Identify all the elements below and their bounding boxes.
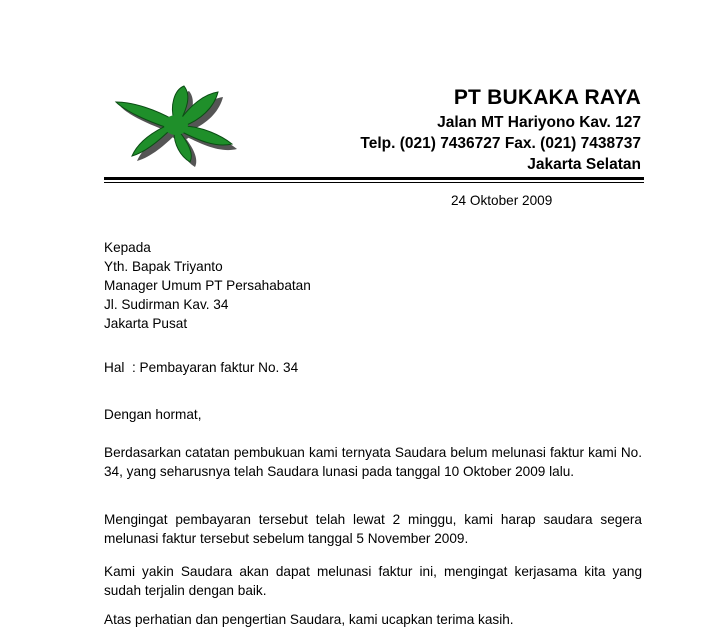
company-city: Jakarta Selatan [527, 156, 641, 173]
green-leaf-star-icon [112, 80, 256, 168]
recipient-block [104, 238, 642, 333]
letter-date: 24 Oktober 2009 [451, 193, 553, 208]
body-paragraph: Mengingat pembayaran tersebut telah lewat 2 minggu, kami harap saudara segera melunasi faktur tersebut sebelum tanggal 5 November 2009. [104, 512, 642, 546]
company-address: Jalan MT Hariyono Kav. 127 [437, 114, 641, 131]
recipient-city: Jakarta Pusat [104, 316, 188, 331]
recipient-street: Jl. Sudirman Kav. 34 [104, 297, 229, 312]
letter-greeting: Dengan hormat, [104, 407, 202, 422]
letter-subject: Hal : Pembayaran faktur No. 34 [104, 360, 299, 375]
company-phone-fax: Telp. (021) 7436727 Fax. (021) 7438737 [360, 135, 641, 152]
closing-paragraph: Atas perhatian dan pengertian Saudara, kami ucapkan terima kasih. [104, 612, 514, 627]
recipient-position: Manager Umum PT Persahabatan [104, 278, 311, 293]
body-paragraph: Berdasarkan catatan pembukuan kami ternyata Saudara belum melunasi faktur kami No. 34, yang seharusnya telah Saudara lunasi pada tanggal 10 Oktober 2009 lalu. [104, 445, 642, 479]
header-divider-thin [104, 182, 644, 183]
recipient-name: Yth. Bapak Triyanto [104, 259, 223, 274]
header-divider-thick [104, 177, 644, 180]
body-paragraph: Kami yakin Saudara akan dapat melunasi faktur ini, mengingat kerjasama kita yang sudah terjalin dengan baik. [104, 564, 642, 598]
company-name: PT BUKAKA RAYA [453, 86, 641, 109]
recipient-to: Kepada [104, 240, 151, 255]
letterhead [360, 84, 641, 175]
